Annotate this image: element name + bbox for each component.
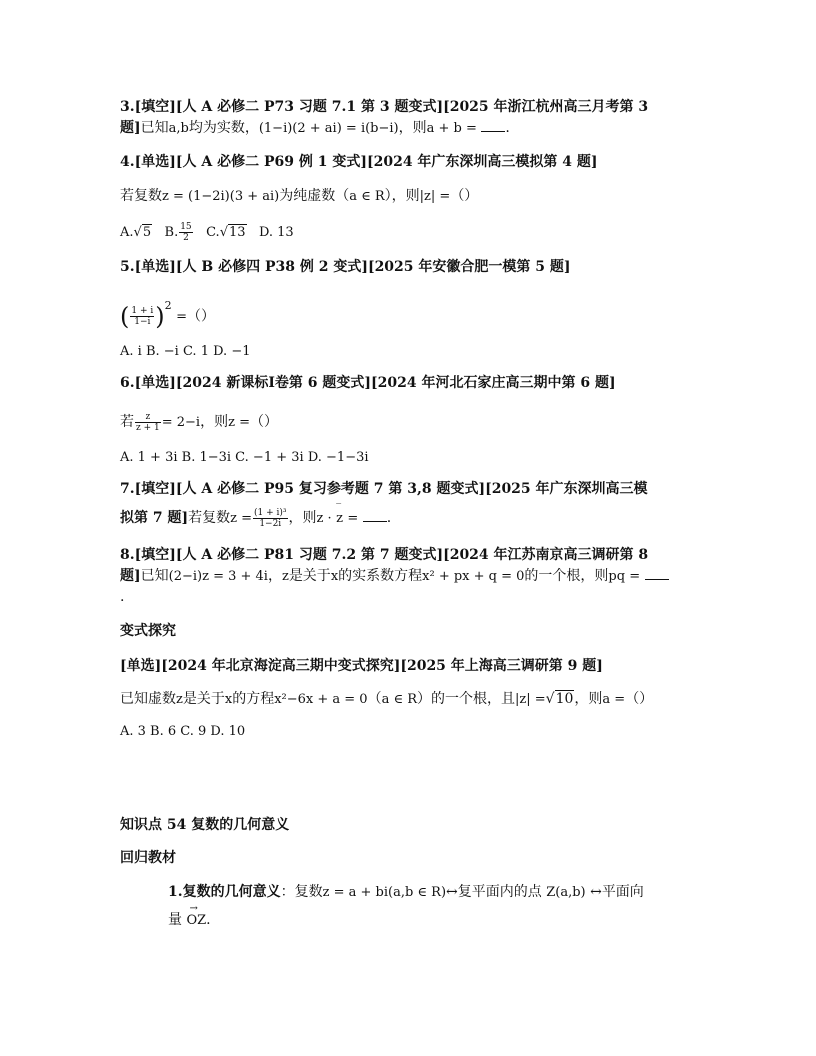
explore-math-cond: a ∈ R	[381, 692, 418, 707]
q3-text-b: 均为实数，	[188, 120, 259, 136]
q3-body	[120, 118, 700, 139]
q4-option-b-den: 2	[183, 233, 189, 243]
explore-heading-text: [单选][2024 年北京海淀高三期中变式探究][2025 年上海高三调研第 9 题]	[120, 658, 603, 674]
q4-option-c-radicand: 13	[228, 225, 246, 240]
explore-text-a: 已知虚数	[120, 691, 176, 707]
q7-text-a: 若复数	[188, 510, 231, 526]
q8-math-pq: pq =	[608, 569, 641, 584]
q4-option-a-label: A.	[120, 225, 134, 240]
q6-fraction	[135, 412, 161, 433]
q5-eq: =	[176, 309, 187, 325]
q4-option-a-radicand: 5	[142, 225, 152, 240]
q4-text-a: 若复数	[120, 188, 162, 204]
q4-option-c-sqrt: √13	[219, 225, 246, 240]
q4-text-c: ），则	[384, 188, 420, 204]
q3-math-sum: a + b =	[426, 121, 477, 136]
q3-heading-cont: 题]	[120, 120, 141, 136]
section-math-vector: → OZ	[186, 911, 206, 931]
q3-text-end: .	[505, 120, 510, 136]
section-arrow-2: ↔	[590, 884, 602, 900]
explore-sqrt: √10	[545, 691, 574, 707]
explore-math-a: a =	[602, 692, 626, 707]
q7-heading-text: 7.[填空][人 A 必修二 P95 复习参考题 7 第 3,8 题变式][2025 年广东深圳高三模	[120, 481, 648, 497]
explore-math-poly: x²−6x + a = 0	[274, 692, 368, 707]
q8-text-c: 是关于	[288, 568, 331, 584]
q3-math-ab: a,b	[168, 121, 189, 136]
section-item-head: 1.复数的几何意义	[168, 884, 281, 900]
q3-text-a: 已知	[140, 120, 169, 136]
section-math-point: Z(a,b)	[546, 885, 586, 900]
q5-heading	[120, 257, 700, 277]
q7-text-end: .	[386, 510, 392, 526]
q8-answer-blank	[645, 567, 669, 580]
q8-text-a: 已知	[140, 568, 169, 584]
section-item-line2	[168, 910, 708, 931]
explore-text-c: 的方程	[232, 691, 275, 707]
explore-body	[120, 689, 700, 710]
q6-frac-num: z	[135, 412, 161, 423]
q8-text-d: 的实系数方程	[338, 568, 423, 584]
q6-heading-text: 6.[单选][2024 新课标Ⅰ卷第 6 题变式][2024 年河北石家庄高三期中第 6 题]	[120, 375, 616, 391]
q3-answer-blank	[481, 119, 505, 132]
q5-text: （）	[186, 308, 215, 325]
q7-heading-cont: 拟第 7 题]	[120, 510, 189, 526]
section-item-b: 复平面内的点	[457, 884, 542, 900]
q8-heading-cont: 题]	[120, 568, 141, 584]
q5-options: A. i B. −i C. 1 D. −1	[120, 344, 251, 359]
section-math-z: z = a + bi(a,b ∈ R)	[322, 885, 447, 900]
q4-math-cond: a ∈ R	[349, 189, 385, 204]
explore-math-abs: |z| =	[515, 692, 546, 707]
explore-title: 变式探究	[120, 623, 176, 639]
q3-math-eq: (1−i)(2 + ai) = i(b−i)	[258, 121, 399, 136]
q7-math-eq: =	[347, 511, 359, 526]
q7-frac-num: (1 + i)³	[254, 507, 287, 518]
q5-body	[120, 296, 700, 331]
explore-math-x: x	[224, 692, 233, 707]
section-item-a: ：复数	[280, 884, 323, 900]
q7-math-z: z =	[230, 511, 252, 526]
q4-option-c-label: C.	[206, 225, 220, 240]
q3-text-c: ，则	[398, 120, 427, 136]
q8-math-poly: x² + px + q = 0	[422, 569, 525, 584]
explore-radicand: 10	[555, 691, 574, 707]
q5-frac-den: 1−i	[134, 317, 151, 328]
q3-heading	[120, 97, 700, 117]
q5-left-paren: (	[120, 302, 130, 331]
q8-math-x: x	[330, 569, 339, 584]
q7-body	[120, 504, 700, 532]
q4-body	[120, 186, 700, 207]
section-item-end: .	[206, 912, 211, 928]
section-arrow-1: ↔	[446, 884, 458, 900]
q4-heading-text: 4.[单选][人 A 必修二 P69 例 1 变式][2024 年广东深圳高三模拟第 4 题]	[120, 154, 598, 170]
q6-text-b: ，则	[200, 414, 229, 430]
q5-exponent: 2	[164, 299, 172, 312]
q6-heading	[120, 373, 700, 393]
q4-option-a-sqrt: √5	[133, 225, 152, 240]
q4-math-z: z = (1−2i)(3 + ai)	[162, 189, 280, 204]
q4-options	[120, 222, 700, 243]
q7-math-z2: z ·	[316, 511, 332, 526]
explore-text-e: ）的一个根，且	[417, 691, 516, 707]
q4-option-b-label: B.	[164, 225, 179, 240]
section-item-line1	[168, 882, 708, 903]
explore-text-g: （）	[625, 691, 654, 707]
section-title: 知识点 54 复数的几何意义	[120, 817, 290, 833]
q5-frac-num: 1 + i	[131, 306, 154, 317]
q8-math-eq1: (2−i)z = 3 + 4i	[168, 569, 268, 584]
q8-heading	[120, 545, 700, 565]
q6-frac-den: z + 1	[136, 422, 160, 433]
explore-math-z: z	[176, 692, 183, 707]
q5-fraction	[130, 306, 154, 327]
q6-options: A. 1 + 3i B. 1−3i C. −1 + 3i D. −1−3i	[120, 450, 369, 465]
q3-heading-text: 3.[填空][人 A 必修二 P73 习题 7.1 第 3 题变式][2025 年浙江杭州高三月考第 3	[120, 99, 649, 115]
q5-right-paren: )	[155, 302, 165, 331]
q7-fraction	[253, 508, 288, 529]
q7-heading	[120, 479, 700, 499]
q8-heading-text: 8.[填空][人 A 必修二 P81 习题 7.2 第 7 题变式][2024 年江苏南京高三调研第 8	[120, 547, 649, 563]
explore-heading	[120, 656, 700, 676]
q6-text-a: 若	[120, 414, 134, 430]
explore-options: A. 3 B. 6 C. 9 D. 10	[120, 724, 246, 739]
q6-text-c: （）	[249, 414, 278, 430]
q6-math-z: z =	[228, 415, 250, 430]
q4-option-d: D. 13	[258, 225, 294, 240]
explore-text-d: （	[367, 691, 382, 707]
q8-math-z: z	[281, 569, 289, 584]
q8-text-b: ，	[267, 568, 282, 584]
q4-heading	[120, 152, 700, 172]
q4-text-d: （）	[450, 188, 479, 204]
q7-math-zbar: ‾ z	[336, 505, 343, 533]
q4-math-abs: |z| =	[419, 189, 451, 204]
section-subtitle: 回归教材	[120, 850, 176, 866]
q8-body	[120, 566, 700, 587]
q8-end: .	[120, 589, 125, 605]
section-item-d: 量	[168, 912, 182, 928]
q4-text-b: 为纯虚数（	[279, 188, 350, 204]
q4-option-b-fraction	[179, 222, 192, 243]
explore-text-f: ，则	[574, 691, 603, 707]
q4-option-b-num: 15	[180, 222, 192, 232]
section-item-c: 平面向	[601, 884, 644, 900]
q8-text-e: 的一个根，则	[524, 568, 609, 584]
q6-math-rhs: = 2−i	[161, 415, 201, 430]
q7-answer-blank	[363, 509, 387, 522]
explore-text-b: 是关于	[182, 691, 225, 707]
q7-text-b: ，则	[288, 510, 317, 526]
q6-body	[120, 408, 700, 436]
q5-heading-text: 5.[单选][人 B 必修四 P38 例 2 变式][2025 年安徽合肥一模第 5 题]	[120, 259, 571, 275]
q7-frac-den: 1−2i	[259, 518, 282, 529]
